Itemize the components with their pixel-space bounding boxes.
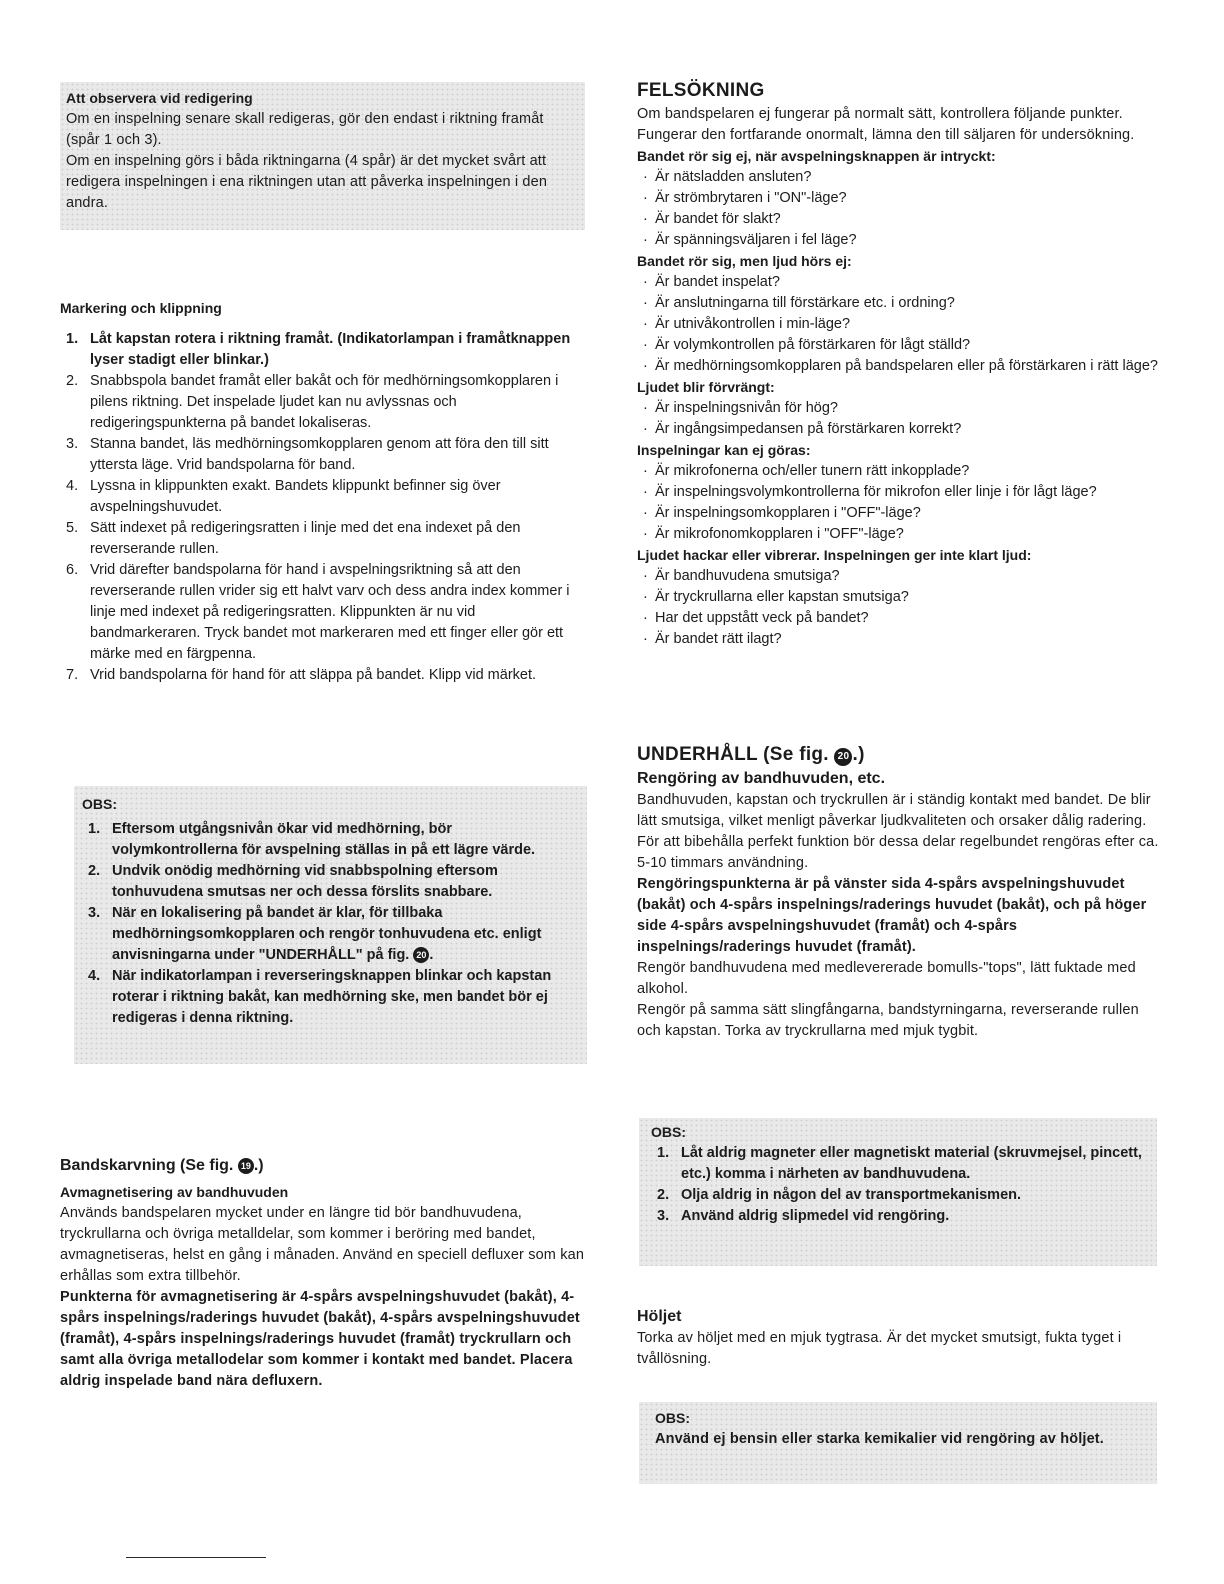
obs-item: 1. Låt aldrig magneter eller magnetiskt material (skruvmejsel, pincett, etc.) komma i närheten av bandhuvudena.	[657, 1145, 1142, 1182]
check-item: · Är medhörningsomkopplaren på bandspelaren eller på förstärkaren i rätt läge?	[643, 358, 1158, 374]
figure-number-icon: 20	[413, 947, 429, 963]
splicing-heading: Bandskarvning (Se fig. 19 .)	[60, 1157, 264, 1174]
check-item: · Är inspelningsnivån för hög?	[643, 400, 838, 416]
troubleshooting-heading: FELSÖKNING	[637, 80, 765, 101]
footer-rule	[126, 1557, 266, 1558]
check-item: · Är inspelningsvolymkontrollerna för mikrofon eller linje i för lågt läge?	[643, 484, 1097, 500]
marking-step: 2. Snabbspola bandet framåt eller bakåt och för medhörningsomkopplaren i pilens riktning. Det inspelade ljudet kan nu avlyssnas och redigeringspunkterna på bandet lokaliseras.	[66, 373, 559, 431]
trouble-checklist	[637, 272, 1159, 377]
obs-box-cabinet	[639, 1402, 1157, 1484]
maintenance-heading: UNDERHÅLL (Se fig. 20 .)	[637, 744, 865, 765]
splicing-p1: Används bandspelaren mycket under en längre tid bör bandhuvudena, tryckrullarna och övriga metalldelar, som kommer i beröring med bandet, avmagnetiseras, helst en gång i månaden. Använd en speciell defluxer som kan erhållas som extra tillbehör.	[60, 1205, 585, 1284]
trouble-group-title: Bandet rör sig ej, när avspelningsknappen är intryckt:	[637, 148, 996, 164]
check-item: · Har det uppstått veck på bandet?	[643, 610, 869, 626]
obs-text: Använd ej bensin eller starka kemikalier vid rengöring av höljet.	[655, 1431, 1104, 1447]
obs-item: 3. Använd aldrig slipmedel vid rengöring.	[657, 1208, 950, 1224]
figure-number-icon: 20	[834, 748, 852, 766]
marking-step: 3. Stanna bandet, läs medhörningsomkopplaren genom att föra den till sitt yttersta läge. Vrid bandspolarna för band.	[66, 436, 549, 473]
trouble-group-title: Inspelningar kan ej göras:	[637, 442, 811, 458]
obs-title: OBS:	[651, 1124, 686, 1140]
trouble-checklist	[637, 167, 1159, 251]
marking-step: 5. Sätt indexet på redigeringsratten i linje med det ena indexet på den reverserande rullen.	[66, 520, 521, 557]
cabinet-p1: Torka av höljet med en mjuk tygtrasa. Är det mycket smutsigt, fukta tyget i tvållösning.	[637, 1330, 1122, 1367]
maintenance-subheading: Rengöring av bandhuvuden, etc.	[637, 770, 886, 787]
check-item: · Är bandhuvudena smutsiga?	[643, 568, 840, 584]
editing-note-box	[60, 82, 585, 230]
check-item: · Är inspelningsomkopplaren i "OFF"-läge?	[643, 505, 921, 521]
trouble-group-title: Bandet rör sig, men ljud hörs ej:	[637, 253, 852, 269]
splicing-p2: Punkterna för avmagnetisering är 4-spårs avspelningshuvudet (bakåt), 4-spårs inspelnings/raderings huvudet (bakåt), 4-spårs avspelningshuvudet (framåt), 4-spårs inspelnings/raderings huvudet (framåt) tryckrullarn och samt alla övriga metallodelar som kommer i kontakt med bandet. Placera aldrig inspelade band nära defluxern.	[60, 1289, 580, 1389]
splicing-section	[60, 1155, 585, 1392]
trouble-group-title: Ljudet blir förvrängt:	[637, 379, 775, 395]
obs-box-editing	[74, 786, 587, 1064]
trouble-checklist	[637, 566, 1159, 650]
marking-heading: Markering och klippning	[60, 300, 222, 316]
troubleshooting-intro: Om bandspelaren ej fungerar på normalt sätt, kontrollera följande punkter. Fungerar den fortfarande onormalt, lämna den till säljaren för undersökning.	[637, 106, 1135, 143]
obs-list	[82, 819, 577, 1029]
check-item: · Är nätsladden ansluten?	[643, 169, 812, 185]
check-item: · Är mikrofonomkopplaren i "OFF"-läge?	[643, 526, 904, 542]
maintenance-section	[637, 742, 1159, 1042]
obs-title: OBS:	[82, 796, 117, 812]
editing-note-p1: Om en inspelning senare skall redigeras, gör den endast i riktning framåt (spår 1 och 3).	[66, 111, 544, 148]
check-item: · Är bandet för slakt?	[643, 211, 781, 227]
check-item: · Är spänningsväljaren i fel läge?	[643, 232, 857, 248]
editing-note-heading: Att observera vid redigering	[66, 90, 253, 106]
maintenance-p2: Rengöringspunkterna är på vänster sida 4-spårs avspelningshuvudet (bakåt) och 4-spårs inspelnings/raderings huvudet (bakåt), och på höger side 4-spårs avspelningshuvudet (framåt) och 4-spårs inspelnings/raderings huvudet (framåt).	[637, 876, 1147, 955]
cabinet-heading: Höljet	[637, 1308, 682, 1325]
marking-step: 1. Låt kapstan rotera i riktning framåt. (Indikatorlampan i framåtknappen lyser stadigt eller blinkar.)	[66, 331, 571, 368]
cabinet-section	[637, 1306, 1159, 1370]
obs-item: 2. Undvik onödig medhörning vid snabbspolning eftersom tonhuvudena smutsas ner och dessa förslits snabbare.	[88, 863, 498, 900]
check-item: · Är utnivåkontrollen i min-läge?	[643, 316, 851, 332]
maintenance-p3: Rengör bandhuvudena med medlevererade bomulls-"tops", lätt fuktade med alkohol.	[637, 960, 1136, 997]
obs-item: 4. När indikatorlampan i reverseringsknappen blinkar och kapstan roterar i riktning bakåt, kan medhörning ske, men bandet bör ej redigeras i denna riktning.	[88, 968, 552, 1026]
obs-item: 2. Olja aldrig in någon del av transportmekanismen.	[657, 1187, 1022, 1203]
check-item: · Är tryckrullarna eller kapstan smutsiga?	[643, 589, 909, 605]
obs-box-maintenance	[639, 1118, 1157, 1266]
check-item: · Är volymkontrollen på förstärkaren för lågt ställd?	[643, 337, 971, 353]
troubleshooting-section	[637, 78, 1159, 650]
check-item: · Är bandet inspelat?	[643, 274, 780, 290]
editing-note-p2: Om en inspelning görs i båda riktningarna (4 spår) är det mycket svårt att redigera inspelningen i ena riktningen utan att påverka inspelningen i den andra.	[66, 153, 548, 211]
trouble-checklist	[637, 398, 1159, 440]
check-item: · Är mikrofonerna och/eller tunern rätt inkopplade?	[643, 463, 970, 479]
check-item: · Är strömbrytaren i "ON"-läge?	[643, 190, 847, 206]
marking-step: 7. Vrid bandspolarna för hand för att släppa på bandet. Klipp vid märket.	[66, 667, 537, 683]
obs-item: 3. När en lokalisering på bandet är klar, för tillbaka medhörningsomkopplaren och rengör tonhuvudena etc. enligt anvisningarna under "UNDERHÅLL" på fig. 20 .	[88, 905, 542, 963]
marking-section	[60, 298, 585, 686]
obs-title: OBS:	[655, 1410, 690, 1426]
check-item: · Är ingångsimpedansen på förstärkaren korrekt?	[643, 421, 962, 437]
obs-list	[651, 1143, 1147, 1227]
marking-step: 4. Lyssna in klippunkten exakt. Bandets klippunkt befinner sig över avspelningshuvudet.	[66, 478, 501, 515]
splicing-subheading: Avmagnetisering av bandhuvuden	[60, 1184, 289, 1200]
check-item: · Är bandet rätt ilagt?	[643, 631, 782, 647]
trouble-checklist	[637, 461, 1159, 545]
maintenance-p1: Bandhuvuden, kapstan och tryckrullen är i ständig kontakt med bandet. De blir lätt smutsiga, vilket menligt påverkar ljudkvaliteten och orsaker dålig radering. För att bibehålla perfekt funktion bör dessa delar regelbundet rengöras efter ca. 5-10 timmars användning.	[637, 792, 1159, 871]
trouble-group-title: Ljudet hackar eller vibrerar. Inspelningen ger inte klart ljud:	[637, 547, 1032, 563]
maintenance-p4: Rengör på samma sätt slingfångarna, bandstyrningarna, reverserande rullen och kapstan. Torka av tryckrullarna med mjuk tygbit.	[637, 1002, 1139, 1039]
marking-step: 6. Vrid därefter bandspolarna för hand i avspelningsriktning så att den reverserande rullen vrider sig ett halvt varv och dess andra index kommer i linje med indexet på redigeringsratten. Klippunkten är nu vid bandmarkeraren. Tryck bandet mot markeraren med ett finger eller gör ett märke med en färgpenna.	[66, 562, 570, 662]
check-item: · Är anslutningarna till förstärkare etc. i ordning?	[643, 295, 955, 311]
obs-item: 1. Eftersom utgångsnivån ökar vid medhörning, bör volymkontrollerna för avspelning ställas in på ett lägre värde.	[88, 821, 536, 858]
figure-number-icon: 19	[238, 1158, 254, 1174]
marking-steps	[60, 329, 585, 686]
